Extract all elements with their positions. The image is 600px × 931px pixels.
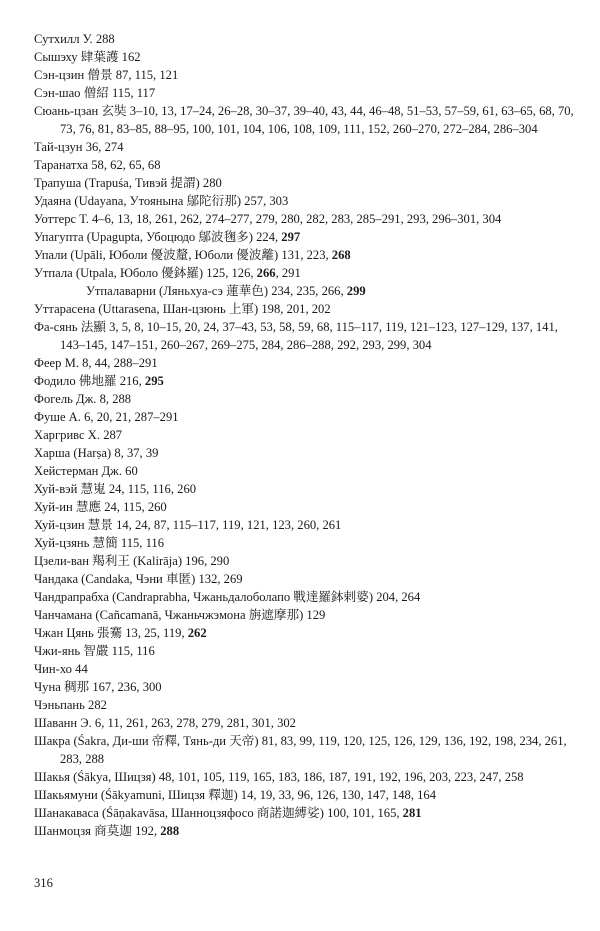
index-term: Таранатха — [34, 158, 89, 172]
index-entry — [34, 66, 582, 84]
index-term: Шаванн Э. — [34, 716, 92, 730]
index-pages: 115, 117 — [111, 86, 156, 100]
index-pages: 234, 235, 266, — [271, 284, 347, 298]
index-entry — [34, 768, 582, 786]
index-entry — [34, 390, 582, 408]
index-entry — [34, 732, 582, 768]
index-entry — [34, 804, 582, 822]
index-term: Чанчамана (Cañcamanā, Чжаньчжэмона 旃遮摩那) — [34, 608, 304, 622]
index-term: Утпалаварни (Ляньхуа-сэ 蓮華色) — [86, 284, 269, 298]
index-entry — [34, 192, 582, 210]
index-pages: 204, 264 — [376, 590, 421, 604]
index-pages: 13, 25, 119, — [125, 626, 188, 640]
index-entry — [34, 354, 582, 372]
index-entry — [34, 588, 582, 606]
index-term: Сэн-цзин 僧景 — [34, 68, 113, 82]
index-entry — [34, 318, 582, 354]
index-term: Уоттерс Т. — [34, 212, 89, 226]
index-pages: 58, 62, 65, 68 — [91, 158, 161, 172]
index-entry — [34, 300, 582, 318]
index-pages: 6, 20, 21, 287–291 — [84, 410, 179, 424]
index-entry — [34, 228, 582, 246]
index-term: Шакья (Śākya, Шицзя) — [34, 770, 156, 784]
index-entry — [34, 48, 582, 66]
index-page-main: 268 — [331, 248, 351, 262]
index-entry — [34, 264, 582, 282]
index-term: Хуй-ин 慧應 — [34, 500, 102, 514]
index-entry — [34, 660, 582, 678]
index-pages: 288 — [95, 32, 115, 46]
index-term: Упагупта (Upagupta, Убоцюдо 鄔波毱多) — [34, 230, 253, 244]
index-entry — [34, 642, 582, 660]
index-entry — [34, 156, 582, 174]
index-term: Удаяна (Udayana, Утоянына 鄔陀衍那) — [34, 194, 242, 208]
index-pages: 287 — [103, 428, 123, 442]
index-pages: 8, 37, 39 — [114, 446, 159, 460]
index-pages: 196, 290 — [185, 554, 230, 568]
index-entry — [34, 84, 582, 102]
index-term: Чандака (Candaka, Чэни 車匿) — [34, 572, 196, 586]
index-term: Тай-цзун — [34, 140, 83, 154]
index-entry — [34, 30, 582, 48]
index-entry — [34, 174, 582, 192]
index-term: Фогель Дж. — [34, 392, 97, 406]
index-entry — [34, 534, 582, 552]
index-term: Фодило 佛地羅 — [34, 374, 117, 388]
index-pages: 3, 5, 8, 10–15, 20, 24, 37–43, 53, 58, 59, 68, 115–117, 119, 121–123, 127–129, 137, 141, 143–145, 147–151, 260–267, 269–275, 284, 286–288, 292, 293, 299, 304 — [60, 320, 558, 352]
index-pages: 115, 116 — [120, 536, 165, 550]
index-page-main: 281 — [402, 806, 422, 820]
index-entry — [34, 696, 582, 714]
index-term: Цзели-ван 羯利王 (Kalirāja) — [34, 554, 183, 568]
index-term: Сэн-шао 僧紹 — [34, 86, 109, 100]
index-page-main: 297 — [281, 230, 301, 244]
index-pages: 6, 11, 261, 263, 278, 279, 281, 301, 302 — [94, 716, 296, 730]
index-pages: 224, — [256, 230, 282, 244]
index-term: Уттарасена (Uttarasena, Шан-цзюнь 上軍) — [34, 302, 259, 316]
index-pages: 282 — [88, 698, 107, 712]
index-pages: 216, — [119, 374, 145, 388]
index-pages: 14, 24, 87, 115–117, 119, 121, 123, 260, 261 — [116, 518, 342, 532]
index-entry — [34, 102, 582, 138]
index-entry — [34, 480, 582, 498]
index-term: Харгривс Х. — [34, 428, 101, 442]
index-term: Шанмоцзя 商莫迦 — [34, 824, 132, 838]
index-entry — [34, 606, 582, 624]
index-term: Харша (Harṣa) — [34, 446, 112, 460]
index-term: Фуше А. — [34, 410, 81, 424]
index-term: Феер М. — [34, 356, 79, 370]
index-term: Чэньпань — [34, 698, 85, 712]
index-term: Сутхилл У. — [34, 32, 93, 46]
index-entry — [34, 408, 582, 426]
index-term: Трапуша (Trapuśa, Тивэй 提謂) — [34, 176, 200, 190]
index-pages: 14, 19, 33, 96, 126, 130, 147, 148, 164 — [240, 788, 436, 802]
index-entry — [34, 678, 582, 696]
index-entry — [34, 498, 582, 516]
index-pages: 131, 223, — [281, 248, 332, 262]
index-term: Сышэху 肆葉護 — [34, 50, 119, 64]
index-pages: 162 — [121, 50, 141, 64]
index-pages: 8, 44, 288–291 — [82, 356, 158, 370]
index-entry — [34, 372, 582, 390]
index-term: Упали (Upāli, Юболи 優波釐, Юболи 優波離) — [34, 248, 279, 262]
index-term: Хейстерман Дж. — [34, 464, 123, 478]
index-pages: 115, 116 — [111, 644, 155, 658]
index-entry — [34, 570, 582, 588]
index-entry — [34, 246, 582, 264]
index-pages: 48, 101, 105, 119, 165, 183, 186, 187, 191, 192, 196, 203, 223, 247, 258 — [158, 770, 524, 784]
index-pages: 280 — [202, 176, 222, 190]
index-term: Чин-хо — [34, 662, 72, 676]
index-pages: 8, 288 — [99, 392, 132, 406]
index-term: Шакьямуни (Śākyamuni, Шицзя 釋迦) — [34, 788, 238, 802]
index-page-main: 288 — [160, 824, 180, 838]
index-entry — [34, 786, 582, 804]
index-pages: 81, 83, 99, 119, 120, 125, 126, 129, 136, 192, 198, 234, 261, 283, 288 — [60, 734, 567, 766]
index-pages: 4–6, 13, 18, 261, 262, 274–277, 279, 280, 282, 283, 285–291, 293, 296–301, 304 — [92, 212, 502, 226]
index-term: Утпала (Utpala, Юболо 優鉢羅) — [34, 266, 204, 280]
index-entry — [34, 462, 582, 480]
index-pages: 167, 236, 300 — [92, 680, 162, 694]
page-number: 316 — [34, 876, 53, 890]
index-pages: 100, 101, 165, — [327, 806, 403, 820]
index-pages: 125, 126, — [206, 266, 257, 280]
index-page-main: 299 — [346, 284, 366, 298]
index-term: Чжан Цянь 張騫 — [34, 626, 123, 640]
index-entry — [34, 444, 582, 462]
index-page-main: 266 — [256, 266, 276, 280]
index-entry — [34, 426, 582, 444]
index-entry — [34, 516, 582, 534]
index-entry — [34, 282, 582, 300]
index-entry — [34, 822, 582, 840]
index-term: Чжи-янь 智嚴 — [34, 644, 109, 658]
index-entry — [34, 210, 582, 228]
index-column — [34, 30, 582, 840]
index-pages: 44 — [75, 662, 88, 676]
index-term: Хуй-цзин 慧景 — [34, 518, 113, 532]
index-pages: , 291 — [275, 266, 301, 280]
index-entry — [34, 624, 582, 642]
index-pages: 3–10, 13, 17–24, 26–28, 30–37, 39–40, 43, 44, 46–48, 51–53, 57–59, 61, 63–65, 68, 70, 73, 76, 81, 83–85, 88–95, 100, 101, 104, 106, 108, 109, 111, 152, 260–270, 272–284, 286–304 — [60, 104, 574, 136]
index-pages: 87, 115, 121 — [115, 68, 179, 82]
index-pages: 192, — [135, 824, 161, 838]
index-pages: 60 — [125, 464, 138, 478]
index-page-main: 262 — [187, 626, 207, 640]
index-page-main: 295 — [144, 374, 164, 388]
index-pages: 24, 115, 260 — [104, 500, 167, 514]
index-pages: 36, 274 — [85, 140, 124, 154]
index-pages: 257, 303 — [244, 194, 289, 208]
index-term: Чандрапрабха (Candraprabha, Чжаньдалоболапо 戰達羅鉢剌婆) — [34, 590, 374, 604]
index-term: Шанакаваса (Śāṇakavāsa, Шанноцзяфосо 商諾迦縛娑) — [34, 806, 324, 820]
index-term: Чуна 稠那 — [34, 680, 90, 694]
index-entry — [34, 552, 582, 570]
index-term: Шакра (Śakra, Ди-ши 帝釋, Тянь-ди 天帝) — [34, 734, 259, 748]
index-term: Хуй-вэй 慧嵬 — [34, 482, 106, 496]
index-pages: 198, 201, 202 — [261, 302, 331, 316]
index-entry — [34, 714, 582, 732]
index-entry — [34, 138, 582, 156]
index-term: Сюань-цзан 玄奘 — [34, 104, 127, 118]
index-pages: 132, 269 — [198, 572, 243, 586]
index-pages: 129 — [306, 608, 326, 622]
index-term: Фа-сянь 法顯 — [34, 320, 106, 334]
index-pages: 24, 115, 116, 260 — [108, 482, 197, 496]
index-term: Хуй-цзянь 慧簡 — [34, 536, 118, 550]
